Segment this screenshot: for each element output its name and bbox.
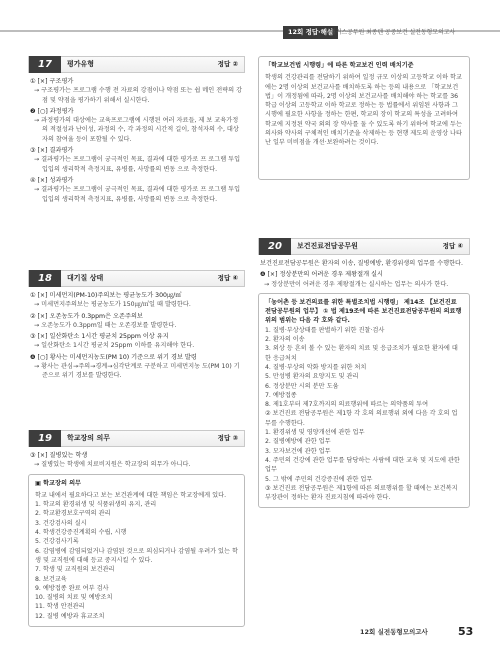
choice-explanation: → 결과평가는 프로그램이 궁극적인 목표, 결과에 대한 평가로 프 로그램 투입입입의 생리학적 측정지표, 유병률, 사망률의 변동 으로 측정한다.	[34, 186, 241, 203]
box-line: 1. 환경위생 및 영양개선에 관한 업무	[265, 429, 365, 437]
page-number: 53	[458, 625, 474, 638]
box-line: 5. 그 밖에 주민의 건강증진에 관한 업무	[265, 475, 373, 483]
box-line: 2. 질병예방에 관한 업무	[265, 438, 331, 446]
rural-health-law-box	[258, 293, 470, 509]
box-line: 3. 모자보건에 관한 업무	[265, 447, 331, 455]
choice-label: ③ [×] 질병있는 학생	[30, 452, 88, 459]
choice-label: ④ [×] 성과평가	[30, 176, 74, 184]
choice-explanation: → 정상분만이 어려운 경우 제왕절개는 실시하는 업무는 의사가 한다.	[264, 280, 449, 288]
choice-item	[30, 77, 243, 105]
choice-label: ❹ [○] 황사는 미세먼지농도(PM 10) 기준으로 위기 경보 발령	[30, 353, 197, 361]
box-line: 「농어촌 등 보건의료를 위한 특별조치법 시행령」 제14조 【보건진료 전담공무원의 업무】 ① 법 제19조에 따른 보건진료전담공무원의 의료행위의 범위는 다음 각 호와 같다.	[265, 298, 462, 325]
choice-label: ❷ [○] 과정평가	[30, 107, 74, 115]
choice-item	[30, 451, 243, 470]
box-line: 4. 주민의 건강에 관한 업무를 담당하는 사람에 대한 교육 및 지도에 관한 업무	[265, 456, 460, 474]
choice-item	[30, 332, 243, 351]
answer-label: 정답 ②	[217, 60, 238, 68]
box-line: 3. 건강검사의 실시	[35, 519, 87, 527]
question-number: 17	[29, 56, 61, 73]
chapter-badge: 12회 정답·해설	[283, 26, 338, 39]
choice-label: ❹ [×] 정상분만의 어려운 경우 제왕절개 실시	[260, 271, 383, 279]
choice-item	[30, 176, 243, 204]
box-line: ③ 보건진료 전담공무원은 제1항에 따른 의료행위를 할 때에는 보건복지부장관이 정하는 환자 진료지침에 따라야 한다.	[265, 484, 458, 502]
box-line: 6. 정상분만 시의 분만 도움	[265, 382, 339, 390]
box-line: 5. 만성병 환자의 요양지도 및 관리	[265, 373, 359, 381]
choice-explanation: → 질병있는 학생에 치료비지원은 학교장의 의무가 아니다.	[34, 461, 191, 469]
question-17-header	[28, 56, 245, 73]
choice-explanation: → 오존농도가 0.3ppm일 때는 오존경보를 발령한다.	[34, 321, 177, 329]
question-20	[258, 238, 470, 508]
question-title: 대기질 상태	[67, 274, 104, 282]
school-health-law-box	[258, 56, 470, 180]
box-title: 「학교보건법 시행령」에 따른 학교보건 인력 배치기준	[265, 62, 414, 69]
box-text: 학생의 건강관리를 전담하기 위하여 일정 규모 이상의 고등학교 이하 학교에는 2명 이상의 보건교사를 배치하도록 하는 등의 내용으로 「학교보건법」이 개정됨에 따라, 2명 이상의 보건교사를 배치해야 하는 학교를 36학급 이상의 고등학교 이하 학교로 정하는 등 법률에서 위임된 사항과 그 시행에 필요한 사항을 정하는 한편, 학교의 장이 학교의 특성을 고려하여 학교에 지정된 약국 외의 장 약사를 둘 수 있도록 하기 위하여 학교에 두는 의사와 약사의 구체적인 배치기준을 삭제하는 등 현행 제도의 운영상 나타난 일부 미비점을 개선·보완하려는 것이다.	[265, 74, 463, 147]
box-line: 학교 내에서 필요하다고 보는 보건관계에 대한 책임은 학교장에게 있다.	[35, 491, 227, 499]
question-18-header	[28, 270, 245, 287]
box-line: 9. 예방접종 완료 여부 검사	[35, 584, 109, 592]
answer-label: 정답 ④	[217, 274, 238, 282]
choice-explanation: → 황사는 관심→주의→경계→심각단계로 구분하고 미세먼지농 도(PM 10) 기준으로 위기 경보를 발령한다.	[34, 363, 240, 380]
box-line: 4. 질병·부상의 악화 방지를 위한 처치	[265, 363, 367, 371]
question-number: 19	[29, 430, 61, 447]
answer-label: 정답 ④	[442, 242, 463, 250]
question-number: 18	[29, 270, 61, 287]
question-19	[28, 430, 245, 627]
right-column	[258, 56, 470, 508]
question-18	[28, 270, 245, 410]
header-subtitle: 애커스공무원 최종덴 공중보건 실전동형모의고사	[330, 29, 456, 36]
box-line: 2. 학교환경보호구역의 관리	[35, 510, 111, 518]
choice-label: ① [×] 구조평가	[30, 78, 74, 85]
question-title: 보건진료전담공무원	[297, 242, 358, 250]
question-title: 평가유형	[67, 60, 95, 68]
choice-explanation: → 미세먼지주의보는 평균농도가 150㎍/㎥일 때 발령한다.	[34, 301, 191, 309]
box-line: 1. 학교의 환경위생 및 식품위생의 유지, 관리	[35, 501, 157, 509]
question-number: 20	[259, 238, 291, 255]
question-17	[28, 56, 245, 252]
choice-item	[30, 107, 243, 144]
box-line: 8. 보건교육	[35, 575, 67, 583]
box-line: 5. 건강검사기록	[35, 538, 79, 546]
page-header	[0, 26, 500, 46]
choice-label: ③ [×] 일산화탄소 1시간 평균치 25ppm 이상 유지	[30, 333, 169, 341]
choice-item	[30, 353, 243, 381]
box-line: 3. 외상 등 흔히 볼 수 있는 환자의 치료 및 응급조치가 필요한 환자에 대한 응급처치	[265, 345, 458, 362]
question-intro: 보건진료전담공무원은 환자의 이송, 질병예방, 환경위생의 업무를 수행한다.	[260, 260, 463, 267]
box-line: 7. 예방접종	[265, 391, 297, 399]
choice-explanation: → 구조평가는 프로그램 수행 전 자료의 강점이나 약점 또는 쉽 메인 전략의 강점 및 약점을 평가하기 위해서 실시한다.	[34, 87, 243, 104]
box-line: 1. 질병·부상상태를 판별하기 위한 진찰·검사	[265, 326, 385, 334]
choice-explanation: → 결과평가는 프로그램이 궁극적인 목표, 결과에 대한 평가로 프 로그램 투입입입의 생리학적 측정지표, 유병률, 사망률의 변동 으로 측정한다.	[34, 156, 241, 173]
left-column	[28, 56, 245, 627]
choice-item	[30, 312, 243, 331]
choice-label: ② [×] 오존농도가 0.3ppm은 오존주의보	[30, 312, 143, 320]
box-line: 7. 학생 및 교직원의 보건관리	[35, 566, 115, 574]
question-title: 학교장의 의무	[67, 434, 111, 442]
footer-chapter: 12회 실전동형모의고사	[360, 628, 428, 636]
question-20-header	[258, 238, 470, 255]
choice-item	[30, 291, 243, 310]
answer-label: 정답 ③	[217, 434, 238, 442]
choice-label: ① [×] 미세먼지(PM-10)주의보는 평균농도가 300㎍/㎥	[30, 292, 182, 299]
choice-label: ③ [×] 결과평가	[30, 147, 74, 155]
box-line: ② 보건진료 전담공무원은 제1항 각 호의 의료행위 외에 다음 각 호의 업무를 수행한다.	[265, 410, 458, 427]
page-footer	[0, 627, 500, 639]
box-title: ▣ 학교장의 의무	[35, 479, 82, 487]
principal-duties-box	[28, 474, 245, 627]
box-line: 12. 질병 예방과 휴교조치	[35, 612, 105, 620]
choice-item	[260, 270, 468, 289]
choice-item	[30, 146, 243, 174]
box-line: 8. 제1호부터 제7호까지의 의료행위에 따르는 의약품의 투여	[265, 401, 429, 409]
question-19-header	[28, 430, 245, 447]
box-line: 10. 질병의 치료 및 예방조치	[35, 594, 113, 602]
note-icon: ▣	[35, 479, 44, 487]
box-line: 11. 학생 안전관리	[35, 603, 85, 611]
box-line: 4. 학생건강증진계획의 수립, 시행	[35, 529, 127, 537]
choice-explanation: → 과정평가의 대상에는 교육프로그램에 시행된 여러 자료들, 제 보 교육가정의 적절성과 난이성, 과정의 수, 각 과정의 시간적 길이, 참석자의 수, 대상자의 참여율 등이 포함될 수 있다.	[34, 117, 239, 143]
choice-explanation: → 일산화탄소 1시간 평균치 25ppm 이하를 유지해야 한다.	[34, 342, 195, 350]
box-line: 6. 감염병에 감염되었거나 감염된 것으로 의심되거나 감염될 우려가 있는 학생 및 교직원에 대해 등교 중지시킬 수 있다.	[35, 547, 238, 564]
box-line: 2. 환자의 이송	[265, 336, 305, 344]
